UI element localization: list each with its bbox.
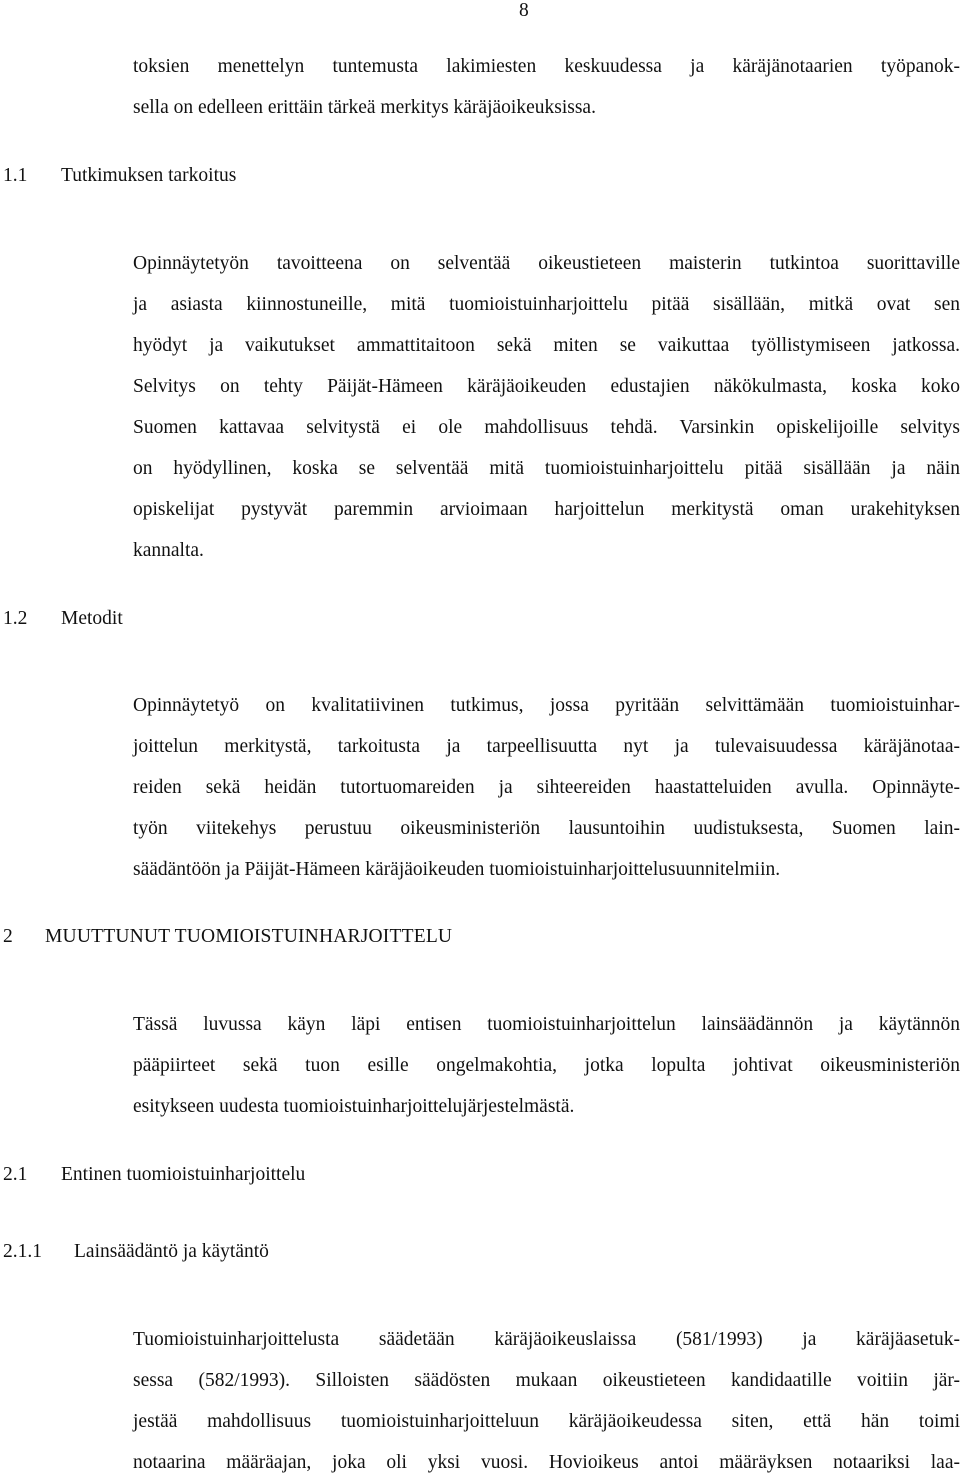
paragraph-line: Selvitys on tehty Päijät-Hämeen käräjäoikeuden edustajien näkökulmasta, koska koko (133, 376, 960, 397)
intro-paragraph (133, 46, 960, 128)
section-2-1-1-paragraph (133, 1319, 960, 1483)
paragraph-line: työn viitekehys perustuu oikeusministeriön lausuntoihin uudistuksesta, Suomen lain- (133, 818, 960, 839)
paragraph-line: jestää mahdollisuus tuomioistuinharjoitteluun käräjäoikeudessa siten, että hän toimi (133, 1411, 960, 1432)
section-number: 2.1.1 (3, 1241, 42, 1262)
paragraph-line: ja asiasta kiinnostuneille, mitä tuomioistuinharjoittelu pitää sisällään, mitkä ovat sen (133, 294, 960, 315)
section-number: 1.1 (3, 165, 28, 186)
chapter-number: 2 (3, 926, 13, 947)
paragraph-line: sella on edelleen erittäin tärkeä merkitys käräjäoikeuksissa. (133, 97, 596, 118)
paragraph-line: sessa (582/1993). Silloisten säädösten mukaan oikeustieteen kandidaatille voitiin jär- (133, 1370, 960, 1391)
section-heading-1-2 (3, 608, 123, 630)
section-title: Metodit (61, 608, 123, 629)
paragraph-line: opiskelijat pystyvät paremmin arvioimaan harjoittelun merkitystä oman urakehityksen (133, 499, 960, 520)
page-number: 8 (519, 0, 529, 21)
paragraph-line: pääpiirteet sekä tuon esille ongelmakohtia, jotka lopulta johtivat oikeusministeriön (133, 1055, 960, 1076)
section-heading-1-1 (3, 165, 236, 187)
chapter-2-paragraph (133, 1004, 960, 1127)
section-number: 2.1 (3, 1164, 28, 1185)
section-title: Entinen tuomioistuinharjoittelu (61, 1164, 306, 1185)
paragraph-line: on hyödyllinen, koska se selventää mitä tuomioistuinharjoittelu pitää sisällään ja näin (133, 458, 960, 479)
paragraph-line: kannalta. (133, 540, 204, 561)
section-1-2-paragraph (133, 685, 960, 890)
paragraph-line: Tuomioistuinharjoittelusta säädetään käräjäoikeuslaissa (581/1993) ja käräjäasetuk- (133, 1329, 960, 1350)
section-title: Tutkimuksen tarkoitus (61, 165, 237, 186)
section-heading-2-1 (3, 1164, 305, 1186)
section-heading-2-1-1 (3, 1241, 269, 1263)
paragraph-line: säädäntöön ja Päijät-Hämeen käräjäoikeuden tuomioistuinharjoittelusuunnitelmiin. (133, 859, 781, 880)
paragraph-line: Opinnäytetyön tavoitteena on selventää oikeustieteen maisterin tutkintoa suorittaville (133, 253, 960, 274)
paragraph-line: toksien menettelyn tuntemusta lakimiesten keskuudessa ja käräjänotaarien työpanok- (133, 56, 960, 77)
paragraph-line: Tässä luvussa käyn läpi entisen tuomioistuinharjoittelun lainsäädännön ja käytännön (133, 1014, 960, 1035)
paragraph-line: notaarina määräajan, joka oli yksi vuosi. Hovioikeus antoi määräyksen notaariksi laa- (133, 1452, 960, 1473)
paragraph-line: joittelun merkitystä, tarkoitusta ja tarpeellisuutta nyt ja tulevaisuudessa käräjänotaa- (133, 736, 960, 757)
chapter-title: MUUTTUNUT TUOMIOISTUINHARJOITTELU (45, 926, 453, 947)
section-title: Lainsäädäntö ja käytäntö (74, 1241, 269, 1262)
paragraph-line: reiden sekä heidän tutortuomareiden ja sihteereiden haastatteluiden avulla. Opinnäyte- (133, 777, 960, 798)
section-number: 1.2 (3, 608, 28, 629)
chapter-heading-2 (3, 926, 452, 948)
paragraph-line: Suomen kattavaa selvitystä ei ole mahdollisuus tehdä. Varsinkin opiskelijoille selvitys (133, 417, 960, 438)
paragraph-line: esitykseen uudesta tuomioistuinharjoittelujärjestelmästä. (133, 1096, 575, 1117)
paragraph-line: Opinnäytetyö on kvalitatiivinen tutkimus, jossa pyritään selvittämään tuomioistuinhar- (133, 695, 960, 716)
section-1-1-paragraph (133, 243, 960, 571)
paragraph-line: hyödyt ja vaikutukset ammattitaitoon sekä miten se vaikuttaa työllistymiseen jatkossa. (133, 335, 960, 356)
